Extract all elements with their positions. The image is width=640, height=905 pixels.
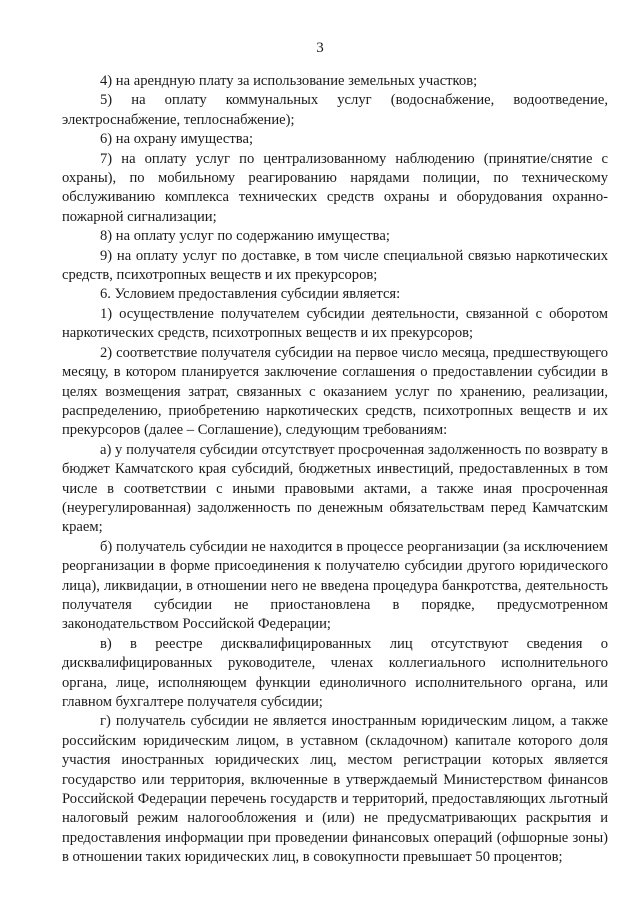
paragraph-requirement-c-no-disqualification: в) в реестре дисквалифицированных лиц отсутствуют сведения о дисквалифицированных руководителе, членах коллегиального исполнительного органа, лице, исполняющем функции единоличного исполнительного органа, или главном бухгалтере получателя субсидии; bbox=[62, 635, 608, 710]
paragraph-item-7-monitoring-services: 7) на оплату услуг по централизованному наблюдению (принятие/снятие с охраны), по мобильному реагированию нарядами полиции, по техническому обслуживанию комплекса технических средств охраны и оборудования охранно-пожарной сигнализации; bbox=[62, 150, 608, 225]
document-body bbox=[62, 72, 608, 868]
section-6-subsidy-condition: 6. Условием предоставления субсидии является: bbox=[100, 286, 401, 303]
paragraph-requirement-a-no-debt: а) у получателя субсидии отсутствует просроченная задолженность по возврату в бюджет Камчатского края субсидий, бюджетных инвестиций, предоставленных в том числе в соответствии с иными правовыми актами, а также иная просроченная (неурегулированная) задолженность по денежным обязательствам перед Камчатским краем; bbox=[62, 441, 608, 536]
paragraph-requirement-b-no-reorganization: б) получатель субсидии не находится в процессе реорганизации (за исключением реорганизации в форме присоединения к получателю субсидии другого юридического лица), ликвидации, в отношении него не введена процедура банкротства, деятельность получателя субсидии не приостановлена в порядке, предусмотренном законодательством Российской Федерации; bbox=[62, 538, 608, 633]
paragraph-requirement-d-not-foreign-entity: г) получатель субсидии не является иностранным юридическим лицом, а также российским юридическим лицом, в уставном (складочном) капитале которого доля участия иностранных юридических лиц, местом регистрации которых является государство или территория, включенные в утверждаемый Министерством финансов Российской Федерации перечень государств и территорий, предоставляющих льготный налоговый режим налогообложения и (или) не предусматривающих раскрытия и предоставления информации при проведении финансовых операций (офшорные зоны) в отношении таких юридических лиц, в совокупности превышает 50 процентов; bbox=[62, 713, 608, 866]
paragraph-item-9-delivery-services: 9) на оплату услуг по доставке, в том числе специальной связью наркотических средств, психотропных веществ и их прекурсоров; bbox=[62, 247, 608, 284]
paragraph-condition-2-requirements: 2) соответствие получателя субсидии на первое число месяца, предшествующего месяцу, в котором планируется заключение соглашения о предоставлении субсидии в целях возмещения затрат, связанных с оказанием услуг по хранению, реализации, распределению, приобретению наркотических средств, психотропных веществ и их прекурсоров (далее – Соглашение), следующим требованиям: bbox=[62, 344, 608, 439]
paragraph-condition-1-activity: 1) осуществление получателем субсидии деятельности, связанной с оборотом наркотических средств, психотропных веществ и их прекурсоров; bbox=[62, 305, 608, 342]
paragraph-item-6-property-security: 6) на охрану имущества; bbox=[100, 131, 254, 148]
paragraph-item-5-utilities: 5) на оплату коммунальных услуг (водоснабжение, водоотведение, электроснабжение, теплоснабжение); bbox=[62, 92, 608, 128]
paragraph-item-4-land-rent: 4) на арендную плату за использование земельных участков; bbox=[100, 73, 478, 89]
paragraph-item-8-property-maintenance: 8) на оплату услуг по содержанию имущества; bbox=[100, 228, 390, 245]
page-number: 3 bbox=[316, 40, 324, 56]
